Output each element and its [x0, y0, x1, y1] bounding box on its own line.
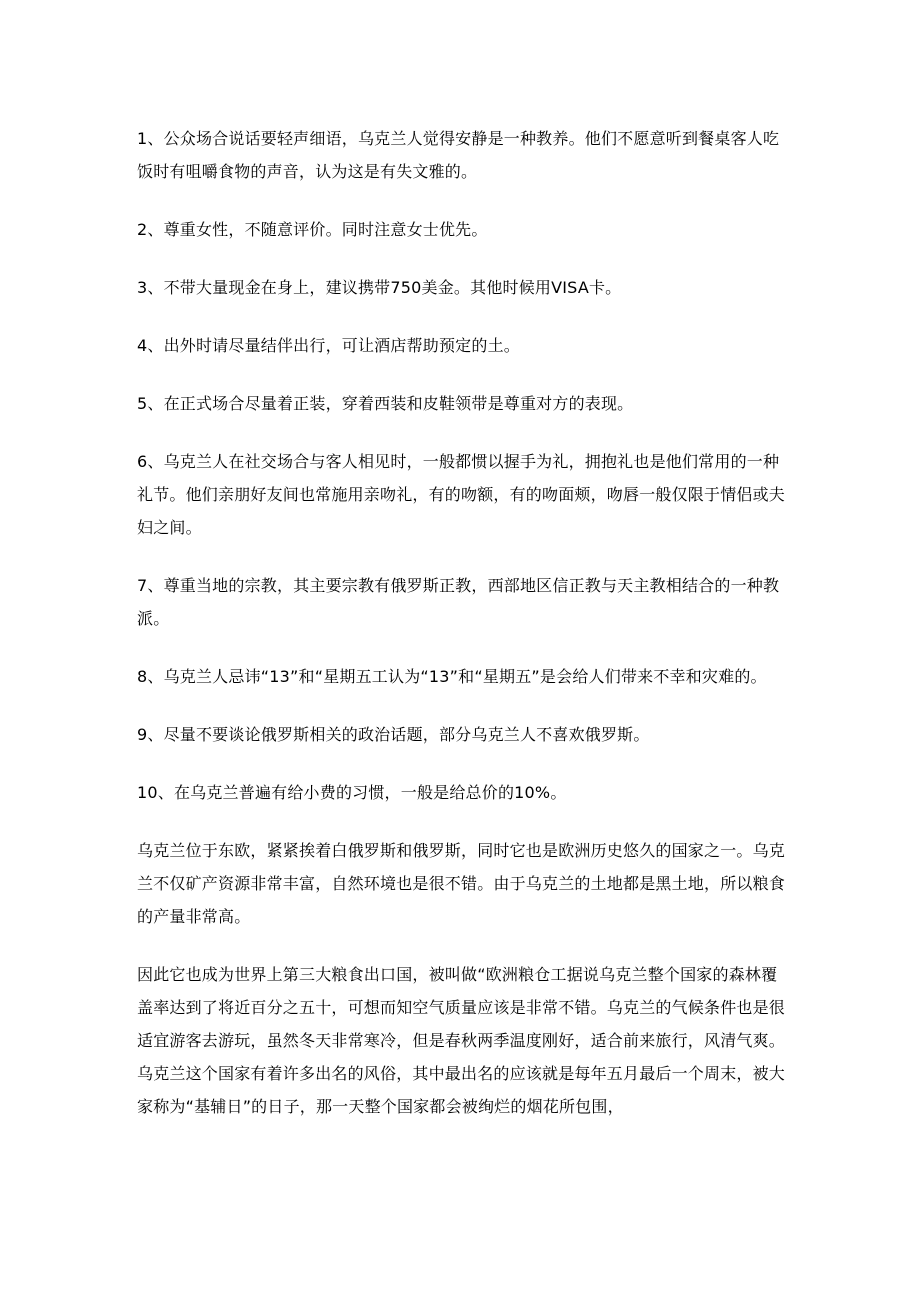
intro-paragraph-1: 乌克兰位于东欧，紧紧挨着白俄罗斯和俄罗斯，同时它也是欧洲历史悠久的国家之一。乌克兰不仅矿产资源非常丰富，自然环境也是很不错。由于乌克兰的土地都是黑土地，所以粮食的产量非常高。: [137, 841, 786, 926]
etiquette-item-7: 7、尊重当地的宗教，其主要宗教有俄罗斯正教，西部地区信正教与天主教相结合的一种教派。: [137, 576, 780, 628]
etiquette-item-4: 4、出外时请尽量结伴出行，可让酒店帮助预定的土。: [137, 336, 520, 355]
etiquette-item-1: 1、公众场合说话要轻声细语，乌克兰人觉得安静是一种教养。他们不愿意听到餐桌客人吃饭时有咀嚼食物的声音，认为这是有失文雅的。: [137, 129, 780, 181]
etiquette-item-10: 10、在乌克兰普遍有给小费的习惯，一般是给总价的10%。: [137, 783, 567, 802]
etiquette-item-3: 3、不带大量现金在身上，建议携带750美金。其他时候用VISA卡。: [137, 278, 622, 297]
intro-paragraph-2: 因此它也成为世界上第三大粮食出口国，被叫做“欧洲粮仓工据说乌克兰整个国家的森林覆盖率达到了将近百分之五十，可想而知空气质量应该是非常不错。乌克兰的气候条件也是很适宜游客去游玩，虽然冬天非常寒冷，但是春秋两季温度刚好，适合前来旅行，风清气爽。乌克兰这个国家有着许多出名的风俗，其中最出名的应该就是每年五月最后一个周末，被大家称为“基辅日”的日子，那一天整个国家都会被绚烂的烟花所包围，: [137, 965, 786, 1116]
etiquette-item-2: 2、尊重女性，不随意评价。同时注意女士优先。: [137, 220, 488, 239]
etiquette-item-5: 5、在正式场合尽量着正装，穿着西装和皮鞋领带是尊重对方的表现。: [137, 394, 634, 413]
document-body: [137, 122, 787, 1148]
etiquette-item-8: 8、乌克兰人忌讳“13”和“星期五工认为“13”和“星期五”是会给人们带来不幸和灾难的。: [137, 667, 767, 686]
etiquette-item-6: 6、乌克兰人在社交场合与客人相见时，一般都惯以握手为礼，拥抱礼也是他们常用的一种礼节。他们亲朋好友间也常施用亲吻礼，有的吻额，有的吻面颊，吻唇一般仅限于情侣或夫妇之间。: [137, 452, 786, 537]
etiquette-item-9: 9、尽量不要谈论俄罗斯相关的政治话题，部分乌克兰人不喜欢俄罗斯。: [137, 725, 650, 744]
